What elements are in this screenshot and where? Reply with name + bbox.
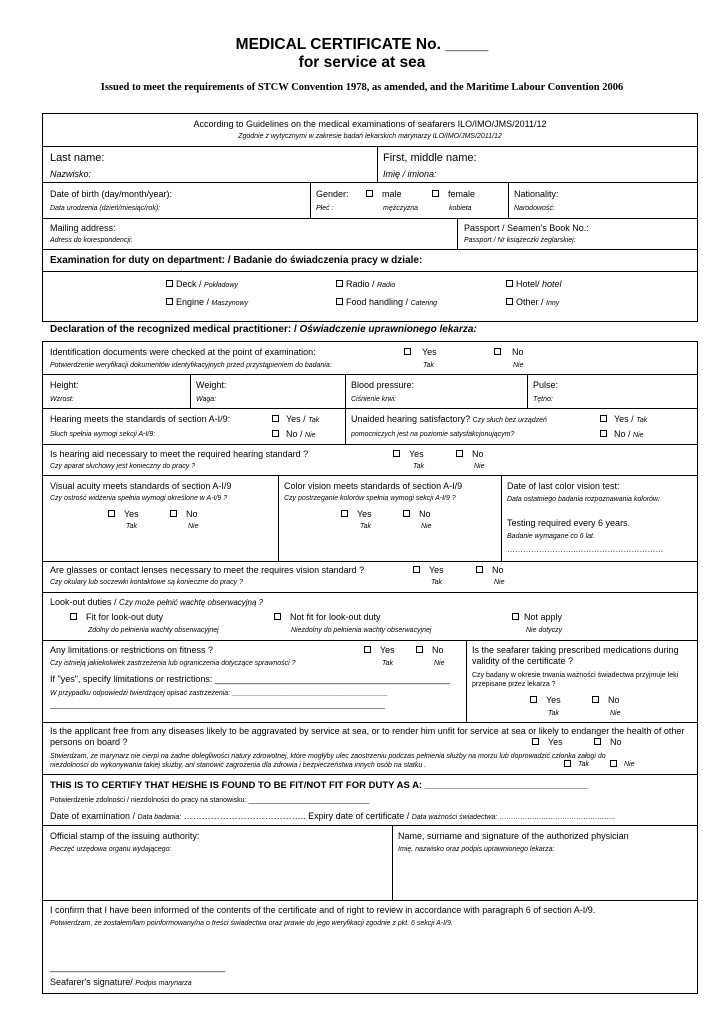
blood-pressure-label-pl: Ciśnienie krwi:	[351, 396, 397, 403]
dept-radio-option[interactable]: Radio / Radio	[336, 279, 395, 289]
checkbox-icon[interactable]	[610, 760, 617, 767]
first-name-label-pl: Imię / imiona:	[383, 169, 437, 179]
medications-no-pl: Nie	[610, 710, 621, 717]
address-label: Mailing address:	[50, 223, 116, 233]
hearing-aid-no-pl: Nie	[474, 463, 485, 470]
id-docs-yes[interactable]: Yes	[404, 347, 437, 357]
glasses-no-pl: Nie	[494, 579, 505, 586]
hearing-label: Hearing meets the standards of section A-I/9:	[50, 414, 231, 424]
dept-hotel-option[interactable]: Hotel/ hotel	[506, 279, 562, 289]
checkbox-icon[interactable]	[494, 348, 501, 355]
medications-yes-pl: Tak	[548, 710, 560, 717]
checkbox-icon[interactable]	[530, 696, 537, 703]
height-label: Height:	[50, 380, 79, 390]
disease-no[interactable]: No	[594, 737, 622, 747]
id-docs-label-pl: Potwierdzenie weryfikacji dokumentów identyfikacyjnych przed przystąpieniem do badania:	[50, 362, 332, 369]
certificate-subtitle: Issued to meet the requirements of STCW Convention 1978, as amended, and the Maritime Labour Convention 2006	[100, 82, 624, 93]
checkbox-icon[interactable]	[600, 415, 607, 422]
color-yes-pl: Tak	[360, 523, 372, 530]
glasses-label-pl: Czy okulary lub soczewki kontaktowe są konieczne do pracy ?	[50, 579, 243, 586]
first-name-label: First, middle name:	[383, 152, 477, 164]
glasses-yes[interactable]: Yes	[413, 565, 444, 575]
checkbox-icon[interactable]	[594, 738, 601, 745]
notfit-lookout-option[interactable]: Not fit for look-out duty	[274, 612, 381, 622]
visual-no[interactable]: No	[170, 509, 198, 519]
nationality-label-pl: Narodowość:	[514, 205, 555, 212]
id-docs-label: Identification documents were checked at the point of examination:	[50, 347, 316, 357]
weight-label: Weight:	[196, 380, 227, 390]
color-yes[interactable]: Yes	[341, 509, 372, 519]
declaration-heading: Declaration of the recognized medical practitioner: / Oświadczenie uprawnionego lekarza:	[50, 324, 477, 335]
glasses-yes-pl: Tak	[431, 579, 443, 586]
lookout-not-apply-option[interactable]: Not apply	[512, 612, 562, 622]
dept-engine-option[interactable]: Engine / Maszynowy	[166, 297, 248, 307]
color-no-pl: Nie	[421, 523, 432, 530]
limitations-label-pl: Czy istnieją jakiekolwiek zastrzeżenia lub ograniczenia dotyczące sprawności ?	[50, 660, 296, 667]
id-docs-yes-pl: Tak	[423, 362, 435, 369]
checkbox-icon[interactable]	[170, 510, 177, 517]
nationality-label: Nationality:	[514, 189, 559, 199]
seafarer-confirmation: I confirm that I have been informed of the contents of the certificate and of right to review in accordance with paragraph 6 of section A-I/9.	[50, 905, 596, 915]
limitations-specify-pl: W przypadku odpowiedzi twierdzącej opisać zastrzeżenia: ________________________________________	[50, 690, 388, 697]
id-docs-no[interactable]: No	[494, 347, 524, 357]
physician-label-pl: Imię, nazwisko oraz podpis uprawnionego lekarza:	[398, 846, 555, 853]
gender-male-pl: mężczyzna	[383, 205, 419, 212]
certificate-title: MEDICAL CERTIFICATE No. _____	[235, 36, 489, 53]
hearing-aid-label-pl: Czy aparat słuchowy jest konieczny do pracy ?	[50, 463, 196, 470]
department-heading: Examination for duty on department: / Badanie do świadczenia pracy w dziale:	[50, 255, 423, 266]
dob-label: Date of birth (day/month/year):	[50, 189, 173, 199]
unaided-hearing-label-pl: pomocniczych jest na poziomie satysfakcjonującym?	[351, 431, 515, 438]
dept-deck-option[interactable]: Deck / Pokładowy	[166, 279, 238, 289]
unaided-hearing-label: Unaided hearing satisfactory? Czy słuch bez urządzeń	[351, 414, 547, 424]
dept-other-option[interactable]: Other / Inny	[506, 297, 559, 307]
exam-expiry-dates[interactable]: Date of examination / Data badania: ………………………………….. Expiry date of certificate / Data ważności świadectwa: …………………………………………..	[50, 811, 616, 821]
limitations-no[interactable]: No	[416, 645, 444, 655]
checkbox-icon[interactable]	[393, 450, 400, 457]
checkbox-icon[interactable]	[512, 613, 519, 620]
gender-female-pl: kobieta	[449, 205, 472, 212]
color-vision-label-pl: Czy postrzeganie kolorów spełnia wymogi sekcji A-I/9 ?	[284, 495, 456, 502]
unaided-yes[interactable]: Yes / Tak	[600, 414, 647, 424]
seafarer-signature-label: Seafarer's signature/ Podpis marynarza	[50, 977, 192, 987]
checkbox-icon[interactable]	[532, 738, 539, 745]
checkbox-icon[interactable]	[416, 646, 423, 653]
checkbox-icon[interactable]	[564, 760, 571, 767]
checkbox-icon[interactable]	[404, 348, 411, 355]
limitations-extra-line[interactable]: ______________________________________________________________________________________	[50, 702, 385, 709]
checkbox-icon[interactable]	[432, 190, 439, 197]
lookout-label: Look-out duties / Czy może pełnić wachtę obserwacyjną ?	[50, 597, 264, 607]
id-docs-no-pl: Nie	[513, 362, 524, 369]
checkbox-icon[interactable]	[364, 646, 371, 653]
certify-statement[interactable]: THIS IS TO CERTIFY THAT HE/SHE IS FOUND TO BE FIT/NOT FIT FOR DUTY AS A: _______________________________	[50, 780, 589, 791]
checkbox-icon[interactable]	[476, 566, 483, 573]
checkbox-icon[interactable]	[456, 450, 463, 457]
checkbox-icon[interactable]	[336, 298, 343, 305]
color-test-interval: Testing required every 6 years.	[507, 518, 631, 528]
limitations-yes[interactable]: Yes	[364, 645, 395, 655]
checkbox-icon[interactable]	[506, 280, 513, 287]
pulse-label-pl: Tętno:	[533, 396, 553, 403]
disease-pl-no[interactable]: Nie	[610, 761, 635, 768]
last-name-label-pl: Nazwisko:	[50, 169, 92, 179]
limitations-specify-field[interactable]: If "yes", specify limitations or restrictions: _______________________________________________	[50, 674, 451, 684]
gender-label-pl: Płeć :	[316, 205, 334, 212]
height-label-pl: Wzrost:	[50, 396, 74, 403]
checkbox-icon[interactable]	[366, 190, 373, 197]
limitations-label: Any limitations or restrictions on fitness ?	[50, 645, 214, 655]
fit-lookout-option[interactable]: Fit for look-out duty	[70, 612, 163, 622]
visual-yes[interactable]: Yes	[108, 509, 139, 519]
unaided-no[interactable]: No / Nie	[600, 429, 644, 439]
checkbox-icon[interactable]	[336, 280, 343, 287]
passport-label-pl: Passport / Nr książeczki żeglarskiej:	[464, 237, 576, 244]
hearing-no[interactable]: No / Nie	[272, 429, 316, 439]
glasses-label: Are glasses or contact lenses necessary to meet the requires vision standard ?	[50, 565, 365, 575]
checkbox-icon[interactable]	[70, 613, 77, 620]
checkbox-icon[interactable]	[592, 696, 599, 703]
physician-label: Name, surname and signature of the authorized physician	[398, 831, 629, 841]
medications-label-pl: Czy badany w okresie trwania ważności świadectwa przyjmuje leki przepisane przez lekarza ?	[472, 672, 679, 688]
gender-male-option[interactable]: male	[366, 189, 402, 199]
gender-label: Gender:	[316, 189, 349, 199]
disease-yes[interactable]: Yes	[532, 737, 563, 747]
weight-label-pl: Waga:	[196, 396, 217, 403]
dob-label-pl: Data urodzenia (dzień/miesiąc/rok):	[50, 205, 161, 212]
seafarer-confirmation-pl: Potwierdzam, że zostałem/łam poinformowany/na o treści świadectwa oraz prawie do jego weryfikacji zgodnie z pkt. 6 sekcji A-I/9.	[50, 920, 453, 927]
guidelines-text-pl: Zgodnie z wytycznymi w zakresie badań lekarskich marynarzy ILO/IMO/JMS/2011/12	[238, 133, 502, 140]
last-name-label: Last name:	[50, 152, 105, 164]
disease-free-label: Is the applicant free from any diseases likely to be aggravated by service at sea, or to render him unfit for service at sea or likely to endanger the health of other persons on board ?	[50, 726, 685, 747]
stamp-label-pl: Pieczęć urzędowa organu wydającego:	[50, 846, 172, 853]
hearing-aid-no[interactable]: No	[456, 449, 484, 459]
hearing-aid-yes-pl: Tak	[413, 463, 425, 470]
medications-label: Is the seafarer taking prescribed medications during validity of the certificate ?	[472, 645, 679, 666]
lookout-not-apply-pl: Nie dotyczy	[526, 627, 563, 634]
stamp-label: Official stamp of the issuing authority:	[50, 831, 200, 841]
checkbox-icon[interactable]	[166, 280, 173, 287]
color-test-interval-pl: Badanie wymagane co 6 lat.	[507, 533, 595, 540]
medications-no[interactable]: No	[592, 695, 620, 705]
medications-yes[interactable]: Yes	[530, 695, 561, 705]
checkbox-icon[interactable]	[341, 510, 348, 517]
visual-acuity-label-pl: Czy ostrość widzenia spełnia wymogi określone w A-I/9 ?	[50, 495, 228, 502]
checkbox-icon[interactable]	[413, 566, 420, 573]
disease-pl-yes[interactable]: Tak	[564, 761, 589, 768]
guidelines-text: According to Guidelines on the medical examinations of seafarers ILO/IMO/JMS/2011/12	[193, 119, 547, 129]
disease-free-label-pl: Stwierdzam, że marynarz nie cierpi na żadne dolegliwości natury zdrowotnej, które mogłyby ulec zaostrzeniu podczas pełnienia służby na morzu lub doprowadzić członka załogi do niezdolności do wykonywania takiej służby, ani stanowić zagrożenia dla zdrowia i bezpieczeństwa innych osób na statku .	[50, 753, 606, 769]
blood-pressure-label: Blood pressure:	[351, 380, 415, 390]
checkbox-icon[interactable]	[600, 430, 607, 437]
hearing-aid-yes[interactable]: Yes	[393, 449, 424, 459]
checkbox-icon[interactable]	[403, 510, 410, 517]
certify-statement-pl[interactable]: Potwierdzenie zdolności / niezdolności do pracy na stanowisku: _______________________________	[50, 797, 370, 804]
hearing-label-pl: Słuch spełnia wymogi sekcji A-I/9:	[50, 431, 156, 438]
visual-acuity-label: Visual acuity meets standards of section A-I/9	[50, 481, 232, 491]
hearing-aid-label: Is hearing aid necessary to meet the required hearing standard ?	[50, 449, 309, 459]
checkbox-icon[interactable]	[272, 430, 279, 437]
dept-food-option[interactable]: Food handling / Catering	[336, 297, 437, 307]
fit-lookout-pl: Zdolny do pełnienia wachty obserwacyjnej	[88, 627, 219, 634]
checkbox-icon[interactable]	[274, 613, 281, 620]
address-label-pl: Adress do korespondencji:	[50, 237, 133, 244]
pulse-label: Pulse:	[533, 380, 559, 390]
seafarer-signature-line[interactable]: ___________________________________	[50, 962, 226, 972]
visual-yes-pl: Tak	[126, 523, 138, 530]
checkbox-icon[interactable]	[506, 298, 513, 305]
gender-female-option[interactable]: female	[432, 189, 475, 199]
checkbox-icon[interactable]	[166, 298, 173, 305]
visual-no-pl: Nie	[188, 523, 199, 530]
hearing-yes[interactable]: Yes / Tak	[272, 414, 319, 424]
certificate-title-line2: for service at sea	[298, 54, 426, 71]
color-test-date-label-pl: Data ostatniego badania rozpoznawania kolorów:	[507, 496, 660, 503]
notfit-lookout-pl: Niezdolny do pełnienia wachty obserwacyjnej	[291, 627, 432, 634]
passport-label: Passport / Seamen's Book No.:	[464, 223, 589, 233]
limitations-no-pl: Nie	[434, 660, 445, 667]
color-test-date-field[interactable]: ……………………..……………………………	[507, 545, 664, 554]
color-no[interactable]: No	[403, 509, 431, 519]
checkbox-icon[interactable]	[272, 415, 279, 422]
glasses-no[interactable]: No	[476, 565, 504, 575]
limitations-yes-pl: Tak	[382, 660, 394, 667]
color-vision-label: Color vision meets standards of section A-I/9	[284, 481, 463, 491]
color-test-date-label: Date of last color vision test:	[507, 481, 620, 491]
checkbox-icon[interactable]	[108, 510, 115, 517]
